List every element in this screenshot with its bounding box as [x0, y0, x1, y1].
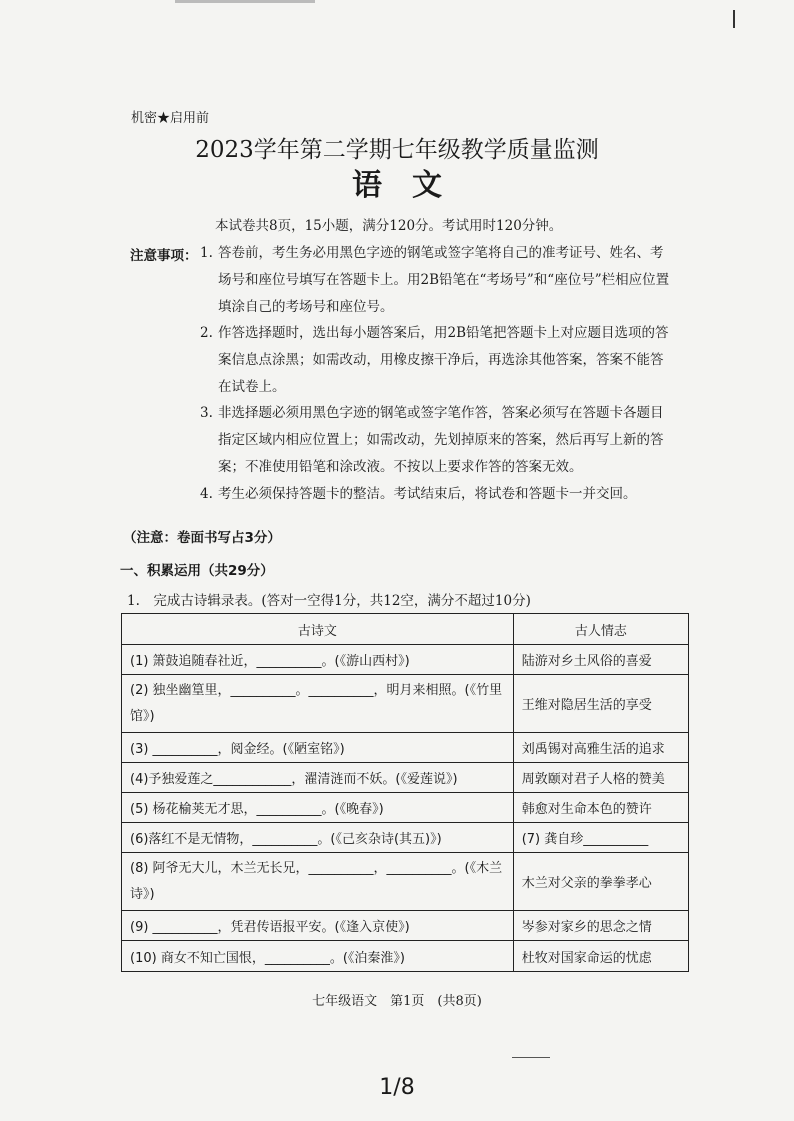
- question-1-prompt: 1. 完成古诗辑录表。(答对一空得1分，共12空，满分不超过10分): [127, 593, 531, 609]
- sentiment-cell: 木兰对父亲的拳拳孝心: [513, 853, 688, 911]
- table-header-row: [122, 614, 689, 645]
- sentiment-cell: 王维对隐居生活的享受: [513, 675, 688, 733]
- sentiment-cell: 陆游对乡土风俗的喜爱: [513, 645, 688, 675]
- poem-cell: (10) 商女不知亡国恨，__________。(《泊秦淮》): [122, 941, 514, 972]
- handwriting-note: （注意：卷面书写占3分）: [123, 530, 281, 546]
- section-heading: 一、积累运用（共29分）: [120, 563, 274, 579]
- scan-mark: [733, 10, 735, 28]
- table-row: [122, 645, 689, 675]
- notice-text: 答卷前，考生务必用黑色字迹的钢笔或签字笔将自己的准考证号、姓名、考场号和座位号填写在答题卡上。用2B铅笔在“考场号”和“座位号”栏相应位置填涂自己的考场号和座位号。: [218, 245, 670, 315]
- exam-title: 2023学年第二学期七年级教学质量监测: [195, 137, 599, 163]
- sentiment-cell: (7) 龚自珍__________: [513, 823, 688, 853]
- column-header: 古人情志: [513, 614, 688, 645]
- table-row: [122, 823, 689, 853]
- notice-number: 3.: [200, 405, 213, 421]
- table-row: [122, 853, 689, 911]
- table-row: [122, 733, 689, 763]
- table-row: [122, 763, 689, 793]
- sentiment-cell: 韩愈对生命本色的赞许: [513, 793, 688, 823]
- notice-item: [200, 400, 670, 481]
- sentiment-cell: 刘禹锡对高雅生活的追求: [513, 733, 688, 763]
- notice-number: 4.: [200, 486, 213, 502]
- table-row: [122, 911, 689, 941]
- scan-mark: [512, 1057, 550, 1058]
- notice-number: 2.: [200, 325, 213, 341]
- notice-text: 考生必须保持答题卡的整洁。考试结束后，将试卷和答题卡一并交回。: [218, 486, 637, 502]
- poem-cell: (8) 阿爷无大儿，木兰无长兄，__________，__________。(《木兰诗》): [122, 853, 514, 911]
- poem-cell: (6)落红不是无情物，__________。(《己亥杂诗(其五)》): [122, 823, 514, 853]
- column-header: 古诗文: [122, 614, 514, 645]
- notice-text: 非选择题必须用黑色字迹的钢笔或签字笔作答，答案必须写在答题卡各题目指定区域内相应位置上；如需改动，先划掉原来的答案，然后再写上新的答案；不准使用铅笔和涂改液。不按以上要求作答的答案无效。: [218, 405, 664, 475]
- table-row: [122, 793, 689, 823]
- table-row: [122, 941, 689, 972]
- page-indicator: 1/8: [379, 1075, 415, 1100]
- page-footer: 七年级语文 第1页 (共8页): [312, 994, 482, 1009]
- notice-item: [200, 481, 670, 508]
- poem-cell: (1) 箫鼓追随春社近，__________。(《游山西村》): [122, 645, 514, 675]
- confidential-label: 机密★启用前: [131, 111, 210, 126]
- sentiment-cell: 杜牧对国家命运的忧虑: [513, 941, 688, 972]
- notice-item: [200, 240, 670, 321]
- table-row: [122, 675, 689, 733]
- poem-cell: (9) __________，凭君传语报平安。(《逢入京使》): [122, 911, 514, 941]
- poem-cell: (4)予独爱莲之____________，濯清涟而不妖。(《爱莲说》): [122, 763, 514, 793]
- notice-item: [200, 320, 670, 401]
- exam-intro: 本试卷共8页，15小题，满分120分。考试用时120分钟。: [215, 218, 563, 234]
- sentiment-cell: 周敦颐对君子人格的赞美: [513, 763, 688, 793]
- sentiment-cell: 岑参对家乡的思念之情: [513, 911, 688, 941]
- poem-table: [121, 613, 689, 972]
- scan-mark: [175, 0, 315, 3]
- poem-cell: (2) 独坐幽篁里，__________。__________，明月来相照。(《竹里馆》): [122, 675, 514, 733]
- poem-cell: (3) __________，阅金经。(《陋室铭》): [122, 733, 514, 763]
- notice-text: 作答选择题时，选出每小题答案后，用2B铅笔把答题卡上对应题目选项的答案信息点涂黑；如需改动，用橡皮擦干净后，再选涂其他答案，答案不能答在试卷上。: [218, 325, 669, 395]
- notice-label: 注意事项：: [130, 248, 198, 264]
- notice-number: 1.: [200, 245, 213, 261]
- poem-cell: (5) 杨花榆荚无才思，__________。(《晚春》): [122, 793, 514, 823]
- subject-title: 语文: [352, 168, 472, 203]
